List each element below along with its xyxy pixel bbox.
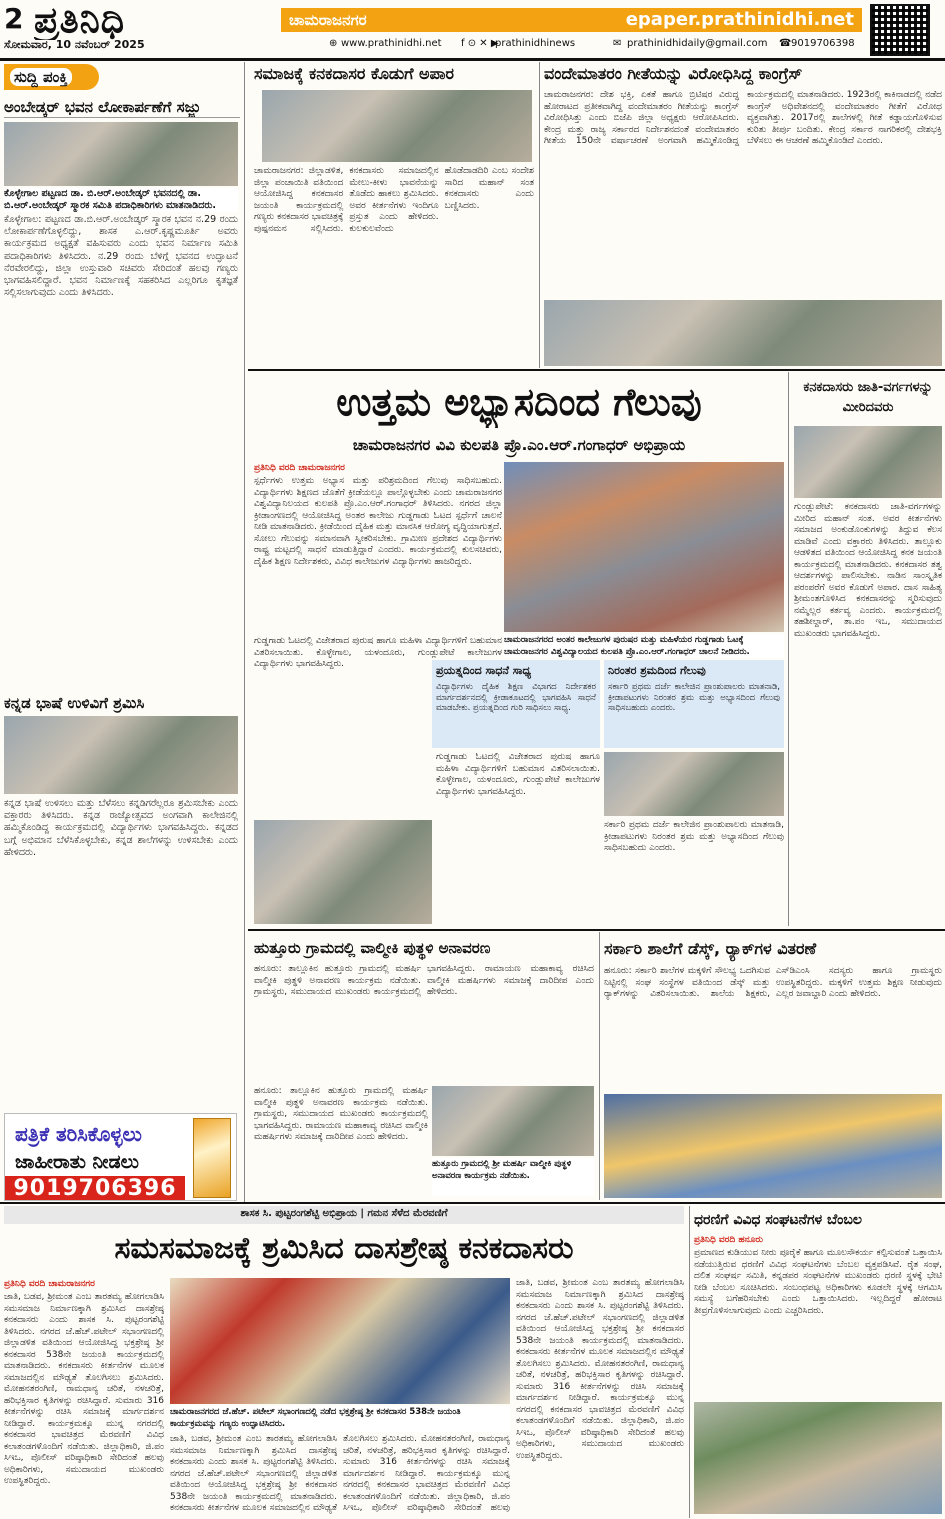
body-kanaka-jati: ಗುಂಡ್ಲುಪೇಟೆ: ಕನಕದಾಸರು ಜಾತಿ-ವರ್ಗಗಳನ್ನು ಮೀರಿದ ಮಹಾನ್ ಸಂತ. ಅವರ ಕೀರ್ತನೆಗಳು ಸಮಾಜದ ಅಂಕುಡೊಂಕುಗಳನ್ನು ತಿದ್ದುವ ಕೆಲಸ ಮಾಡಿವೆ ಎಂದು ವಕ್ತಾರರು ತಿಳಿಸಿದರು. ತಾಲ್ಲೂಕು ಆಡಳಿತದ ವತಿಯಿಂದ ಆಯೋಜಿಸಿದ್ದ ಕನಕ ಜಯಂತಿ ಕಾರ್ಯಕ್ರಮದಲ್ಲಿ ಮಾತನಾಡಿದರು. ಕನಕದಾಸರ ತತ್ವ ಆದರ್ಶಗಳನ್ನು ಪಾಲಿಸಬೇಕು. ನಾಡಿನ ಸಾಂಸ್ಕೃತಿಕ ಪರಂಪರೆಗೆ ಅವರ ಕೊಡುಗೆ ಅಪಾರ. ದಾಸ ಸಾಹಿತ್ಯ ಶ್ರೀಮಂತಗೊಳಿಸಿದ ಕನಕದಾಸರನ್ನು ಸ್ಮರಿಸುವುದು ನಮ್ಮೆಲ್ಲರ ಕರ್ತವ್ಯ ಎಂದರು. ಕಾರ್ಯಕ್ರಮದಲ್ಲಿ ತಹಶೀಲ್ದಾರ್, ತಾ.ಪಂ ಇಒ, ಸಮುದಾಯದ ಮುಖಂಡರು ಭಾಗವಹಿಸಿದ್ದರು. xyxy=(794,502,942,639)
photo-kanaka-jati xyxy=(794,426,942,498)
phone-icon: ☎ xyxy=(779,38,792,49)
section-rule xyxy=(248,929,945,931)
district-banner: ಚಾಮರಾಜನಗರ xyxy=(281,8,566,32)
photo-prize-distribution xyxy=(604,752,784,816)
column-divider xyxy=(689,1206,690,1518)
issue-date: ಸೋಮವಾರ, 10 ನವೆಂಬರ್ 2025 xyxy=(4,38,145,51)
mail-icon: ✉ xyxy=(613,38,622,49)
column-divider xyxy=(788,372,789,926)
headline-lead: ಉತ್ತಮ ಅಭ್ಯಾಸದಿಂದ ಗೆಲುವು xyxy=(336,380,702,424)
ad-phone: 9019706396 xyxy=(5,1176,185,1201)
box-nirantara xyxy=(604,660,784,748)
contact-strip xyxy=(281,35,865,52)
headline-valmiki: ಹುತ್ತೂರು ಗ್ರಾಮದಲ್ಲಿ ವಾಲ್ಮೀಕಿ ಪುತ್ಥಳಿ ಅನಾವರಣ xyxy=(254,939,491,957)
body-kanaka-koduge: ಚಾಮರಾಜನಗರ: ಜಿಲ್ಲಾಡಳಿತ, ಜಿಲ್ಲಾ ಪಂಚಾಯಿತಿ ವತಿಯಿಂದ ಆಯೋಜಿಸಿದ್ದ ಕನಕದಾಸರ ಜಯಂತಿ ಕಾರ್ಯಕ್ರಮದಲ್ಲಿ ಗಣ್ಯರು ಕನಕದಾಸರ ಭಾವಚಿತ್ರಕ್ಕೆ ಪುಷ್ಪನಮನ ಸಲ್ಲಿಸಿದರು. ಕನಕದಾಸರು ಸಮಾಜದಲ್ಲಿನ ಮೇಲು-ಕೀಳು ಭಾವನೆಯನ್ನು ತೊಡೆದು ಹಾಕಲು ಶ್ರಮಿಸಿದರು. ಅವರ ಕೀರ್ತನೆಗಳು ಇಂದಿಗೂ ಪ್ರಸ್ತುತ ಎಂದು ಹೇಳಿದರು. ಕುಲಕುಲವೆಂದು ಹೊಡೆದಾಡದಿರಿ ಎಂಬ ಸಂದೇಶ ಸಾರಿದ ಮಹಾನ್ ಸಂತ ಕನಕದಾಸರು ಎಂದು ಬಣ್ಣಿಸಿದರು. xyxy=(254,166,534,234)
newspaper-illustration xyxy=(193,1118,231,1198)
caption-bottom-lead: ಚಾಮರಾಜನಗರದ ಜೆ.ಹೆಚ್. ಪಟೇಲ್ ಸಭಾಂಗಣದಲ್ಲಿ ನಡೆದ ಭಕ್ತಶ್ರೇಷ್ಠ ಶ್ರೀ ಕನಕದಾಸರ 538ನೇ ಜಯಂತಿ ಕಾರ್ಯಕ್ರಮವನ್ನು ಗಣ್ಯರು ಉದ್ಘಾಟಿಸಿದರು. xyxy=(170,1406,510,1432)
headline-dharani: ಧರಣಿಗೆ ವಿವಿಧ ಸಂಘಟನೆಗಳ ಬೆಂಬಲ xyxy=(694,1212,862,1228)
body-lead-part4: ಸರ್ಕಾರಿ ಪ್ರಥಮ ದರ್ಜೆ ಕಾಲೇಜಿನ ಪ್ರಾಂಶುಪಾಲರು ಮಾತನಾಡಿ, ಕ್ರೀಡಾಪಟುಗಳು ನಿರಂತರ ಶ್ರಮ ಮತ್ತು ಅಭ್ಯಾಸದಿಂದ ಗೆಲುವು ಸಾಧಿಸಬಹುದು ಎಂದರು. xyxy=(604,820,784,853)
box-prayathna-title: ಪ್ರಯತ್ನದಿಂದ ಸಾಧನೆ ಸಾಧ್ಯ xyxy=(436,664,532,677)
body-ambedkar-bhavan: ಕೊಳ್ಳೇಗಾಲ: ಪಟ್ಟಣದ ಡಾ.ಬಿ.ಆರ್.ಅಂಬೇಡ್ಕರ್ ಸ್ಮಾರಕ ಭವನ ನ.29 ರಂದು ಲೋಕಾರ್ಪಣೆಗೊಳ್ಳಲಿದ್ದು, ಶಾಸಕ ಎ.ಆರ್.ಕೃಷ್ಣಮೂರ್ತಿ ಅವರು ಕಾರ್ಯಕ್ರಮದ ಅಧ್ಯಕ್ಷತೆ ವಹಿಸುವರು ಎಂದು ಭವನ ನಿರ್ಮಾಣ ಸಮಿತಿ ಪದಾಧಿಕಾರಿಗಳು ತಿಳಿಸಿದರು. ನ.29 ರಂದು ಬೆಳಿಗ್ಗೆ ಭವನದ ಉದ್ಘಾಟನೆ ನೆರವೇರಲಿದ್ದು, ಜಿಲ್ಲಾ ಉಸ್ತುವಾರಿ ಸಚಿವರು ಸೇರಿದಂತೆ ಹಲವು ಗಣ್ಯರು ಭಾಗವಹಿಸಲಿದ್ದಾರೆ. ಭವನ ನಿರ್ಮಾಣಕ್ಕೆ ಸಹಕರಿಸಿದ ಎಲ್ಲರಿಗೂ ಕೃತಜ್ಞತೆ ಸಲ್ಲಿಸಲಾಗುವುದು ಎಂದು ತಿಳಿಸಿದರು. xyxy=(4,214,238,299)
box-prayathna-body: ವಿದ್ಯಾರ್ಥಿಗಳು ದೈಹಿಕ ಶಿಕ್ಷಣ ವಿಭಾಗದ ನಿರ್ದೇಶಕರ ಮಾರ್ಗದರ್ಶನದಲ್ಲಿ ಕ್ರೀಡಾಕೂಟದಲ್ಲಿ ಭಾಗವಹಿಸಿ ಸಾಧನೆ ಮಾಡಬೇಕು. ಪ್ರಯತ್ನದಿಂದ ಗುರಿ ಸಾಧಿಸಲು ಸಾಧ್ಯ. xyxy=(436,682,596,713)
body-dharani: ಪ್ರಮಾಣದ ಕುಡಿಯುವ ನೀರು ಪೂರೈಕೆ ಹಾಗೂ ಮೂಲಸೌಕರ್ಯ ಕಲ್ಪಿಸುವಂತೆ ಒತ್ತಾಯಿಸಿ ನಡೆಯುತ್ತಿರುವ ಧರಣಿಗೆ ವಿವಿಧ ಸಂಘಟನೆಗಳು ಬೆಂಬಲ ವ್ಯಕ್ತಪಡಿಸಿವೆ. ರೈತ ಸಂಘ, ದಲಿತ ಸಂಘರ್ಷ ಸಮಿತಿ, ಕನ್ನಡಪರ ಸಂಘಟನೆಗಳ ಮುಖಂಡರು ಧರಣಿ ಸ್ಥಳಕ್ಕೆ ಭೇಟಿ ನೀಡಿ ಬೆಂಬಲ ಸೂಚಿಸಿದರು. ಸಂಬಂಧಪಟ್ಟ ಅಧಿಕಾರಿಗಳು ಕೂಡಲೇ ಸ್ಥಳಕ್ಕೆ ಆಗಮಿಸಿ ಸಮಸ್ಯೆ ಬಗೆಹರಿಸಬೇಕು ಎಂದು ಒತ್ತಾಯಿಸಿದರು. ಇಲ್ಲದಿದ್ದರೆ ಹೋರಾಟ ತೀವ್ರಗೊಳಿಸಲಾಗುವುದು ಎಂದು ಎಚ್ಚರಿಸಿದರು. xyxy=(694,1248,942,1316)
body-bottom-lead-part3: ಜಾತಿ, ಬಡವ, ಶ್ರೀಮಂತ ಎಂಬ ತಾರತಮ್ಯ ಹೋಗಲಾಡಿಸಿ ಸಮಸಮಾಜ ನಿರ್ಮಾಣಕ್ಕಾಗಿ ಶ್ರಮಿಸಿದ ದಾಸಶ್ರೇಷ್ಠ ಕನಕದಾಸರು ಎಂದು ಶಾಸಕ ಸಿ. ಪುಟ್ಟರಂಗಶೆಟ್ಟಿ ತಿಳಿಸಿದರು. ನಗರದ ಜೆ.ಹೆಚ್.ಪಟೇಲ್ ಸಭಾಂಗಣದಲ್ಲಿ ಜಿಲ್ಲಾಡಳಿತ ವತಿಯಿಂದ ಆಯೋಜಿಸಿದ್ದ ಭಕ್ತಶ್ರೇಷ್ಠ ಶ್ರೀ ಕನಕದಾಸರ 538ನೇ ಜಯಂತಿ ಕಾರ್ಯಕ್ರಮದಲ್ಲಿ ಮಾತನಾಡಿದರು. ಕನಕದಾಸರು ಕೀರ್ತನೆಗಳ ಮೂಲಕ ಸಮಾಜದಲ್ಲಿನ ಮೌಢ್ಯತೆ ತೊಲಗಿಸಲು ಶ್ರಮಿಸಿದರು. ಮೋಹನತರಂಗಿಣಿ, ರಾಮಧಾನ್ಯ ಚರಿತೆ, ನಳಚರಿತ್ರೆ, ಹರಿಭಕ್ತಿಸಾರ ಕೃತಿಗಳನ್ನು ರಚಿಸಿದ್ದಾರೆ. ಸುಮಾರು 316 ಕೀರ್ತನೆಗಳನ್ನು ರಚಿಸಿ ಸಮಾಜಕ್ಕೆ ಮಾರ್ಗದರ್ಶನ ನೀಡಿದ್ದಾರೆ. ಕಾರ್ಯಕ್ರಮಕ್ಕೂ ಮುನ್ನ ನಗರದಲ್ಲಿ ಕನಕದಾಸರ ಭಾವಚಿತ್ರದ ಮೆರವಣಿಗೆ ವಿವಿಧ ಕಲಾತಂಡಗಳೊಂದಿಗೆ ನಡೆಯಿತು. ಜಿಲ್ಲಾಧಿಕಾರಿ, ಜಿ.ಪಂ ಸಿಇಒ, ಪೊಲೀಸ್ ವರಿಷ್ಠಾಧಿಕಾರಿ ಸೇರಿದಂತೆ ಹಲವು ಅಧಿಕಾರಿಗಳು, ಸಮುದಾಯದ ಮುಖಂಡರು ಉಪಸ್ಥಿತರಿದ್ದರು. xyxy=(516,1278,684,1461)
body-valmiki: ಹನೂರು: ತಾಲ್ಲೂಕಿನ ಹುತ್ತೂರು ಗ್ರಾಮದಲ್ಲಿ ಮಹರ್ಷಿ ವಾಲ್ಮೀಕಿ ಪುತ್ಥಳಿ ಅನಾವರಣ ಕಾರ್ಯಕ್ರಮ ನಡೆಯಿತು. ಗ್ರಾಮಸ್ಥರು, ಸಮುದಾಯದ ಮುಖಂಡರು ಕಾರ್ಯಕ್ರಮದಲ್ಲಿ ಭಾಗವಹಿಸಿದ್ದರು. ರಾಮಾಯಣ ಮಹಾಕಾವ್ಯ ರಚಿಸಿದ ವಾಲ್ಮೀಕಿ ಮಹರ್ಷಿಗಳು ಸಮಾಜಕ್ಕೆ ದಾರಿದೀಪ ಎಂದು ಹೇಳಿದರು. xyxy=(254,964,594,997)
photo-desk-rack xyxy=(604,1094,942,1198)
body-lead-part2: ಗುಡ್ಡಗಾಡು ಓಟದಲ್ಲಿ ವಿಜೇತರಾದ ಪುರುಷ ಹಾಗೂ ಮಹಿಳಾ ವಿದ್ಯಾರ್ಥಿಗಳಿಗೆ ಬಹುಮಾನ ವಿತರಿಸಲಾಯಿತು. ಕೊಳ್ಳೇಗಾಲ, ಯಳಂದೂರು, ಗುಂಡ್ಲುಪೇಟೆ ಕಾಲೇಜುಗಳ ವಿದ್ಯಾರ್ಥಿಗಳು ಭಾಗವಹಿಸಿದ್ದರು. xyxy=(254,636,502,669)
photo-ambedkar-bhavan xyxy=(4,122,238,186)
ad-line-subscribe: ಪತ್ರಿಕೆ ತರಿಸಿಕೊಳ್ಳಲು xyxy=(15,1122,142,1146)
qr-code[interactable] xyxy=(870,4,930,56)
body-lead-part1: ಸ್ಪರ್ಧೆಗಳು ಉತ್ತಮ ಅಭ್ಯಾಸ ಮತ್ತು ಪರಿಶ್ರಮದಿಂದ ಗೆಲುವು ಸಾಧಿಸಬಹುದು. ವಿದ್ಯಾರ್ಥಿಗಳು ಶಿಕ್ಷಣದ ಜೊತೆಗೆ ಕ್ರೀಡೆಯಲ್ಲೂ ಪಾಲ್ಗೊಳ್ಳಬೇಕು ಎಂದು ಚಾಮರಾಜನಗರ ವಿಶ್ವವಿದ್ಯಾನಿಲಯದ ಕುಲಪತಿ ಪ್ರೊ.ಎಂ.ಆರ್.ಗಂಗಾಧರ್ ತಿಳಿಸಿದರು. ನಗರದ ಜಿಲ್ಲಾ ಕ್ರೀಡಾಂಗಣದಲ್ಲಿ ಆಯೋಜಿಸಿದ್ದ ಅಂತರ ಕಾಲೇಜು ಗುಡ್ಡಗಾಡು ಓಟದ ಸ್ಪರ್ಧೆಗೆ ಚಾಲನೆ ನೀಡಿ ಮಾತನಾಡಿದರು. ಕ್ರೀಡೆಯಿಂದ ದೈಹಿಕ ಮತ್ತು ಮಾನಸಿಕ ಆರೋಗ್ಯ ವೃದ್ಧಿಯಾಗುತ್ತದೆ. ಸೋಲು ಗೆಲುವನ್ನು ಸಮಾನವಾಗಿ ಸ್ವೀಕರಿಸಬೇಕು. ಗ್ರಾಮೀಣ ಪ್ರದೇಶದ ವಿದ್ಯಾರ್ಥಿಗಳು ರಾಷ್ಟ್ರ ಮಟ್ಟದಲ್ಲಿ ಸಾಧನೆ ಮಾಡುತ್ತಿದ್ದಾರೆ ಎಂದರು. ಕಾರ್ಯಕ್ರಮದಲ್ಲಿ ಕುಲಸಚಿವರು, ದೈಹಿಕ ಶಿಕ್ಷಣ ನಿರ್ದೇಶಕರು, ವಿವಿಧ ಕಾಲೇಜುಗಳ ವಿದ್ಯಾರ್ಥಿಗಳು ಹಾಜರಿದ್ದರು. xyxy=(254,476,502,567)
caption-lead-race: ಚಾಮರಾಜನಗರದ ಅಂತರ ಕಾಲೇಜುಗಳ ಪುರುಷರ ಮತ್ತು ಮಹಿಳೆಯರ ಗುಡ್ಡಗಾಡು ಓಟಕ್ಕೆ ಚಾಮರಾಜನಗರ ವಿಶ್ವವಿದ್ಯಾಲಯದ ಕುಲಪತಿ ಪ್ರೊ.ಎಂ.ಆರ್.ಗಂಗಾಧರ್ ಚಾಲನೆ ನೀಡಿದರು. xyxy=(504,634,784,658)
dateline-dharani: ಪ್ರತಿನಿಧಿ ವರದಿ ಹನೂರು xyxy=(694,1235,763,1245)
column-divider xyxy=(599,932,600,1200)
column-divider xyxy=(244,62,245,1202)
website-link[interactable]: www.prathinidhi.net xyxy=(341,38,442,49)
social-icons: f ⊙ ✕ ▶ xyxy=(461,38,499,49)
ad-line-advertise: ಜಾಹೀರಾತು ನೀಡಲು xyxy=(15,1151,139,1173)
photo-lead-race xyxy=(504,462,784,632)
box-nirantara-body: ಸರ್ಕಾರಿ ಪ್ರಥಮ ದರ್ಜೆ ಕಾಲೇಜಿನ ಪ್ರಾಂಶುಪಾಲರು ಮಾತನಾಡಿ, ಕ್ರೀಡಾಪಟುಗಳು ನಿರಂತರ ಶ್ರಮ ಮತ್ತು ಅಭ್ಯಾಸದಿಂದ ಗೆಲುವು ಸಾಧಿಸಬಹುದು ಎಂದರು. xyxy=(608,682,780,713)
headline-vande-mataram: ವಂದೇಮಾತರಂ ಗೀತೆಯನ್ನು ವಿರೋಧಿಸಿದ್ದ ಕಾಂಗ್ರೆಸ್ xyxy=(544,64,803,83)
photo-kannada-bhashe xyxy=(4,716,238,794)
column-divider xyxy=(539,62,540,368)
headline-kanaka-jati: ಕನಕದಾಸರು ಜಾತಿ-ವರ್ಗಗಳನ್ನು ಮೀರಿದವರು xyxy=(803,380,933,415)
photo-kanaka-koduge xyxy=(262,90,532,162)
kicker-bottom-lead: ಶಾಸಕ ಸಿ. ಪುಟ್ಟರಂಗಶೆಟ್ಟಿ ಅಭಿಪ್ರಾಯ | ಗಮನ ಸೆಳೆದ ಮೆರವಣಿಗೆ xyxy=(4,1206,684,1224)
body-valmiki-cont: ಹನೂರು: ತಾಲ್ಲೂಕಿನ ಹುತ್ತೂರು ಗ್ರಾಮದಲ್ಲಿ ಮಹರ್ಷಿ ವಾಲ್ಮೀಕಿ ಪುತ್ಥಳಿ ಅನಾವರಣ ಕಾರ್ಯಕ್ರಮ ನಡೆಯಿತು. ಗ್ರಾಮಸ್ಥರು, ಸಮುದಾಯದ ಮುಖಂಡರು ಕಾರ್ಯಕ್ರಮದಲ್ಲಿ ಭಾಗವಹಿಸಿದ್ದರು. ರಾಮಾಯಣ ಮಹಾಕಾವ್ಯ ರಚಿಸಿದ ವಾಲ್ಮೀಕಿ ಮಹರ್ಷಿಗಳು ಸಮಾಜಕ್ಕೆ ದಾರಿದೀಪ ಎಂದು ಹೇಳಿದರು. xyxy=(254,1086,428,1142)
subscription-ad[interactable] xyxy=(4,1113,237,1201)
photo-lead-runners xyxy=(254,820,432,924)
social-handle[interactable]: prathinidhinews xyxy=(495,38,576,49)
headline-ambedkar-bhavan: ಅಂಬೇಡ್ಕರ್ ಭವನ ಲೋಕಾರ್ಪಣೆಗೆ ಸಜ್ಜು xyxy=(4,96,240,118)
dateline-bottom-lead: ಪ್ರತಿನಿಧಿ ವರದಿ ಚಾಮರಾಜನಗರ xyxy=(4,1279,95,1289)
section-rule xyxy=(248,369,945,371)
box-nirantara-title: ನಿರಂತರ ಶ್ರಮದಿಂದ ಗೆಲುವು xyxy=(608,664,706,677)
body-kannada-bhashe: ಕನ್ನಡ ಭಾಷೆ ಉಳಿಸಲು ಮತ್ತು ಬೆಳೆಸಲು ಕನ್ನಡಿಗರೆಲ್ಲರೂ ಶ್ರಮಿಸಬೇಕು ಎಂದು ವಕ್ತಾರರು ತಿಳಿಸಿದರು. ಕನ್ನಡ ರಾಜ್ಯೋತ್ಸವದ ಅಂಗವಾಗಿ ಕಾಲೇಜಿನಲ್ಲಿ ಹಮ್ಮಿಕೊಂಡಿದ್ದ ಕಾರ್ಯಕ್ರಮದಲ್ಲಿ ವಿದ್ಯಾರ್ಥಿಗಳು ಭಾಗವಹಿಸಿದ್ದರು. ಕನ್ನಡದ ಬಗ್ಗೆ ಅಭಿಮಾನ ಬೆಳೆಸಿಕೊಳ್ಳಬೇಕು, ಕನ್ನಡ ಶಾಲೆಗಳನ್ನು ಉಳಿಸಬೇಕು ಎಂದು ಹೇಳಿದರು. xyxy=(4,798,238,858)
newspaper-logo: ಪ್ರತಿನಿಧಿ xyxy=(34,0,126,40)
headline-kanaka-koduge: ಸಮಾಜಕ್ಕೆ ಕನಕದಾಸರ ಕೊಡುಗೆ ಅಪಾರ xyxy=(254,64,454,83)
page-number: 2 xyxy=(4,2,24,35)
caption-valmiki: ಹುತ್ತೂರು ಗ್ರಾಮದಲ್ಲಿ ಶ್ರೀ ಮಹರ್ಷಿ ವಾಲ್ಮೀಕಿ ಪುತ್ಥಳಿ ಅನಾವರಣ ಕಾರ್ಯಕ್ರಮ ನಡೆಯಿತು. xyxy=(432,1158,594,1196)
email-address[interactable]: prathinidhidaily@gmail.com xyxy=(627,38,768,49)
box-prayathna xyxy=(432,660,600,748)
photo-valmiki xyxy=(432,1086,594,1156)
headline-bottom-lead: ಸಮಸಮಾಜಕ್ಕೆ ಶ್ರಮಿಸಿದ ದಾಸಶ್ರೇಷ್ಠ ಕನಕದಾಸರು xyxy=(114,1231,574,1266)
photo-vande-mataram xyxy=(544,300,942,366)
body-bottom-lead-part1: ಜಾತಿ, ಬಡವ, ಶ್ರೀಮಂತ ಎಂಬ ತಾರತಮ್ಯ ಹೋಗಲಾಡಿಸಿ ಸಮಸಮಾಜ ನಿರ್ಮಾಣಕ್ಕಾಗಿ ಶ್ರಮಿಸಿದ ದಾಸಶ್ರೇಷ್ಠ ಕನಕದಾಸರು ಎಂದು ಶಾಸಕ ಸಿ. ಪುಟ್ಟರಂಗಶೆಟ್ಟಿ ತಿಳಿಸಿದರು. ನಗರದ ಜೆ.ಹೆಚ್.ಪಟೇಲ್ ಸಭಾಂಗಣದಲ್ಲಿ ಜಿಲ್ಲಾಡಳಿತ ವತಿಯಿಂದ ಆಯೋಜಿಸಿದ್ದ ಭಕ್ತಶ್ರೇಷ್ಠ ಶ್ರೀ ಕನಕದಾಸರ 538ನೇ ಜಯಂತಿ ಕಾರ್ಯಕ್ರಮದಲ್ಲಿ ಮಾತನಾಡಿದರು. ಕನಕದಾಸರು ಕೀರ್ತನೆಗಳ ಮೂಲಕ ಸಮಾಜದಲ್ಲಿನ ಮೌಢ್ಯತೆ ತೊಲಗಿಸಲು ಶ್ರಮಿಸಿದರು. ಮೋಹನತರಂಗಿಣಿ, ರಾಮಧಾನ್ಯ ಚರಿತೆ, ನಳಚರಿತ್ರೆ, ಹರಿಭಕ್ತಿಸಾರ ಕೃತಿಗಳನ್ನು ರಚಿಸಿದ್ದಾರೆ. ಸುಮಾರು 316 ಕೀರ್ತನೆಗಳನ್ನು ರಚಿಸಿ ಸಮಾಜಕ್ಕೆ ಮಾರ್ಗದರ್ಶನ ನೀಡಿದ್ದಾರೆ. ಕಾರ್ಯಕ್ರಮಕ್ಕೂ ಮುನ್ನ ನಗರದಲ್ಲಿ ಕನಕದಾಸರ ಭಾವಚಿತ್ರದ ಮೆರವಣಿಗೆ ವಿವಿಧ ಕಲಾತಂಡಗಳೊಂದಿಗೆ ನಡೆಯಿತು. ಜಿಲ್ಲಾಧಿಕಾರಿ, ಜಿ.ಪಂ ಸಿಇಒ, ಪೊಲೀಸ್ ವರಿಷ್ಠಾಧಿಕಾರಿ ಸೇರಿದಂತೆ ಹಲವು ಅಧಿಕಾರಿಗಳು, ಸಮುದಾಯದ ಮುಖಂಡರು ಉಪಸ್ಥಿತರಿದ್ದರು. xyxy=(4,1292,164,1486)
epaper-url[interactable]: epaper.prathinidhi.net xyxy=(566,8,862,32)
photo-dharani xyxy=(694,1402,942,1514)
section-tag: ಸುದ್ದಿ ಪಂಕ್ತಿ xyxy=(4,64,99,90)
photo-bottom-lead xyxy=(170,1278,510,1404)
phone-number: 9019706398 xyxy=(791,38,855,49)
section-rule xyxy=(0,1202,945,1204)
body-lead-part3: ಗುಡ್ಡಗಾಡು ಓಟದಲ್ಲಿ ವಿಜೇತರಾದ ಪುರುಷ ಹಾಗೂ ಮಹಿಳಾ ವಿದ್ಯಾರ್ಥಿಗಳಿಗೆ ಬಹುಮಾನ ವಿತರಿಸಲಾಯಿತು. ಕೊಳ್ಳೇಗಾಲ, ಯಳಂದೂರು, ಗುಂಡ್ಲುಪೇಟೆ ಕಾಲೇಜುಗಳ ವಿದ್ಯಾರ್ಥಿಗಳು ಭಾಗವಹಿಸಿದ್ದರು. xyxy=(436,752,600,797)
subhead-lead: ಚಾಮರಾಜನಗರ ವಿವಿ ಕುಲಪತಿ ಪ್ರೊ.ಎಂ.ಆರ್.ಗಂಗಾಧರ್ ಅಭಿಪ್ರಾಯ xyxy=(352,436,686,454)
globe-icon: ⊕ xyxy=(329,38,338,49)
body-bottom-lead-part2: ಜಾತಿ, ಬಡವ, ಶ್ರೀಮಂತ ಎಂಬ ತಾರತಮ್ಯ ಹೋಗಲಾಡಿಸಿ ಸಮಸಮಾಜ ನಿರ್ಮಾಣಕ್ಕಾಗಿ ಶ್ರಮಿಸಿದ ದಾಸಶ್ರೇಷ್ಠ ಕನಕದಾಸರು ಎಂದು ಶಾಸಕ ಸಿ. ಪುಟ್ಟರಂಗಶೆಟ್ಟಿ ತಿಳಿಸಿದರು. ನಗರದ ಜೆ.ಹೆಚ್.ಪಟೇಲ್ ಸಭಾಂಗಣದಲ್ಲಿ ಜಿಲ್ಲಾಡಳಿತ ವತಿಯಿಂದ ಆಯೋಜಿಸಿದ್ದ ಭಕ್ತಶ್ರೇಷ್ಠ ಶ್ರೀ ಕನಕದಾಸರ 538ನೇ ಜಯಂತಿ ಕಾರ್ಯಕ್ರಮದಲ್ಲಿ ಮಾತನಾಡಿದರು. ಕನಕದಾಸರು ಕೀರ್ತನೆಗಳ ಮೂಲಕ ಸಮಾಜದಲ್ಲಿನ ಮೌಢ್ಯತೆ ತೊಲಗಿಸಲು ಶ್ರಮಿಸಿದರು. ಮೋಹನತರಂಗಿಣಿ, ರಾಮಧಾನ್ಯ ಚರಿತೆ, ನಳಚರಿತ್ರೆ, ಹರಿಭಕ್ತಿಸಾರ ಕೃತಿಗಳನ್ನು ರಚಿಸಿದ್ದಾರೆ. ಸುಮಾರು 316 ಕೀರ್ತನೆಗಳನ್ನು ರಚಿಸಿ ಸಮಾಜಕ್ಕೆ ಮಾರ್ಗದರ್ಶನ ನೀಡಿದ್ದಾರೆ. ಕಾರ್ಯಕ್ರಮಕ್ಕೂ ಮುನ್ನ ನಗರದಲ್ಲಿ ಕನಕದಾಸರ ಭಾವಚಿತ್ರದ ಮೆರವಣಿಗೆ ವಿವಿಧ ಕಲಾತಂಡಗಳೊಂದಿಗೆ ನಡೆಯಿತು. ಜಿಲ್ಲಾಧಿಕಾರಿ, ಜಿ.ಪಂ ಸಿಇಒ, ಪೊಲೀಸ್ ವರಿಷ್ಠಾಧಿಕಾರಿ ಸೇರಿದಂತೆ ಹಲವು xyxy=(170,1434,510,1513)
body-vande-mataram: ಚಾಮರಾಜನಗರ: ದೇಶ ಭಕ್ತಿ, ಏಕತೆ ಹಾಗೂ ಬ್ರಿಟಿಷರ ವಿರುದ್ಧ ಹೋರಾಟದ ಪ್ರತೀಕವಾಗಿದ್ದ ವಂದೇಮಾತರಂ ಗೀತೆಯನ್ನು ಕಾಂಗ್ರೆಸ್ ವಿರೋಧಿಸಿತ್ತು ಎಂದು ಬಿಜೆಪಿ ಜಿಲ್ಲಾ ಅಧ್ಯಕ್ಷರು ಆರೋಪಿಸಿದರು. ಕೇಂದ್ರ ಮತ್ತು ರಾಜ್ಯ ಸರ್ಕಾರದ ನಿರ್ದೇಶನದಂತೆ ವಂದೇಮಾತರಂ ಗೀತೆಯ 150ನೇ ವರ್ಷಾಚರಣೆ ಅಂಗವಾಗಿ ಹಮ್ಮಿಕೊಂಡಿದ್ದ ಕಾರ್ಯಕ್ರಮದಲ್ಲಿ ಮಾತನಾಡಿದರು. 1923ರಲ್ಲಿ ಕಾಕಿನಾಡದಲ್ಲಿ ನಡೆದ ಕಾಂಗ್ರೆಸ್ ಅಧಿವೇಶನದಲ್ಲಿ ವಂದೇಮಾತರಂ ಗೀತೆಗೆ ವಿರೋಧ ವ್ಯಕ್ತವಾಗಿತ್ತು. 2017ರಲ್ಲಿ ಶಾಲೆಗಳಲ್ಲಿ ಗೀತೆ ಕಡ್ಡಾಯಗೊಳಿಸುವ ಕುರಿತು ತೀರ್ಪು ಬಂದಿತು. ಕೇಂದ್ರ ಸರ್ಕಾರ ನಾಗರಿಕರಲ್ಲಿ ದೇಶಭಕ್ತಿ ಬೆಳೆಸಲು ಈ ಆಚರಣೆ ಹಮ್ಮಿಕೊಂಡಿದೆ ಎಂದರು. xyxy=(544,90,942,146)
caption-ambedkar-bhavan: ಕೊಳ್ಳೇಗಾಲ ಪಟ್ಟಣದ ಡಾ. ಬಿ.ಆರ್.ಅಂಬೇಡ್ಕರ್ ಭವನದಲ್ಲಿ ಡಾ. ಬಿ.ಆರ್.ಅಂಬೇಡ್ಕರ್ ಸ್ಮಾರಕ ಸಮಿತಿ ಪದಾಧಿಕಾರಿಗಳು ಮಾತನಾಡಿದರು. xyxy=(4,188,238,212)
dateline-lead: ಪ್ರತಿನಿಧಿ ವರದಿ ಚಾಮರಾಜನಗರ xyxy=(254,463,345,473)
headline-desk-rack: ಸರ್ಕಾರಿ ಶಾಲೆಗೆ ಡೆಸ್ಕ್, ರ್‍ಯಾಕ್‌ಗಳ ವಿತರಣೆ xyxy=(604,939,817,958)
body-desk-rack: ಹನೂರು: ಸರ್ಕಾರಿ ಶಾಲೆಗಳ ಮಕ್ಕಳಿಗೆ ಸೌಲಭ್ಯ ಒದಗಿಸುವ ನಿಟ್ಟಿನಲ್ಲಿ ಸಂಘ ಸಂಸ್ಥೆಗಳ ವತಿಯಿಂದ ಡೆಸ್ಕ್ ಮತ್ತು ರ್‍ಯಾಕ್‌ಗಳನ್ನು ವಿತರಿಸಲಾಯಿತು. ಶಾಲೆಯ ಶಿಕ್ಷಕರು, ಎಸ್‌ಡಿಎಂಸಿ ಸದಸ್ಯರು ಹಾಗೂ ಗ್ರಾಮಸ್ಥರು ಉಪಸ್ಥಿತರಿದ್ದರು. ಮಕ್ಕಳಿಗೆ ಉತ್ತಮ ಶಿಕ್ಷಣ ನೀಡುವುದು ಎಲ್ಲರ ಜವಾಬ್ದಾರಿ ಎಂದು ಹೇಳಿದರು. xyxy=(604,966,942,999)
headline-kannada-bhashe: ಕನ್ನಡ ಭಾಷೆ ಉಳಿವಿಗೆ ಶ್ರಮಿಸಿ xyxy=(4,694,145,712)
masthead-rule xyxy=(0,58,945,61)
